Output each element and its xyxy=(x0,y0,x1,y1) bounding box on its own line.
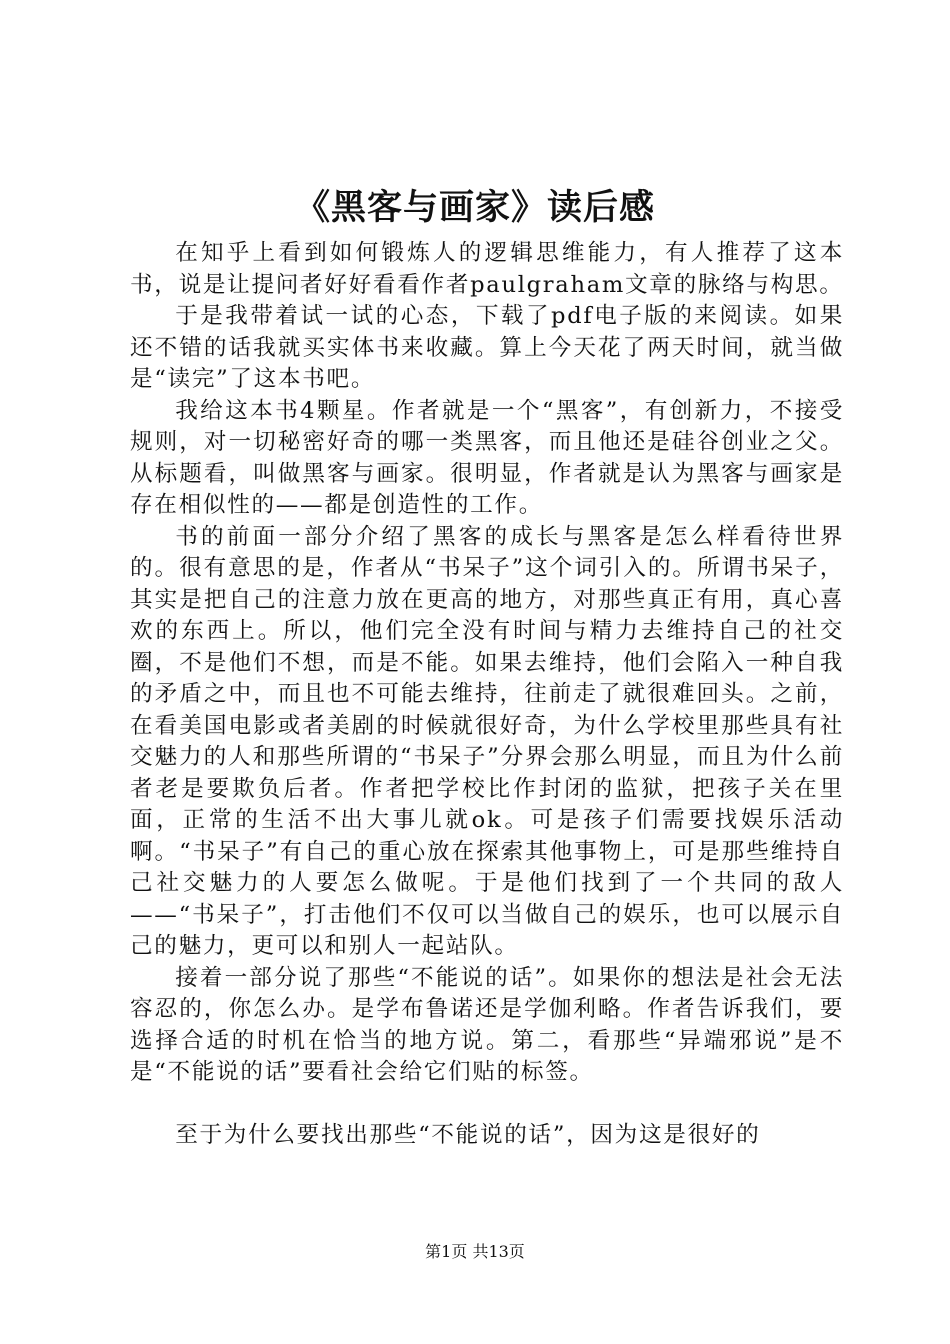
paragraph-1: 在知乎上看到如何锻炼人的逻辑思维能力，有人推荐了这本书，说是让提问者好好看看作者paulgraham文章的脉络与构思。 xyxy=(130,240,844,298)
document-body xyxy=(130,238,844,1152)
paragraph-5: 接着一部分说了那些“不能说的话”。如果你的想法是社会无法容忍的，你怎么办。是学布鲁诺还是学伽利略。作者告诉我们，要选择合适的时机在恰当的地方说。第二，看那些“异端邪说”是不是“不能说的话”要看社会给它们贴的标签。 xyxy=(130,964,844,1085)
paragraph-6: 至于为什么要找出那些“不能说的话”，因为这是很好的 xyxy=(175,1122,761,1148)
page-number-footer: 第1页 共13页 xyxy=(425,1242,525,1261)
paragraph-2: 于是我带着试一试的心态，下载了pdf电子版的来阅读。如果还不错的话我就买实体书来收藏。算上今天花了两天时间，就当做是“读完”了这本书吧。 xyxy=(130,303,844,392)
paragraph-3: 我给这本书4颗星。作者就是一个“黑客”，有创新力，不接受规则，对一切秘密好奇的哪一类黑客，而且他还是硅谷创业之父。从标题看，叫做黑客与画家。很明显，作者就是认为黑客与画家是存在相似性的——都是创造性的工作。 xyxy=(130,397,844,518)
document-title: 《黑客与画家》读后感 xyxy=(294,188,655,228)
paragraph-4: 书的前面一部分介绍了黑客的成长与黑客是怎么样看待世界的。很有意思的是，作者从“书呆子”这个词引入的。所谓书呆子，其实是把自己的注意力放在更高的地方，对那些真正有用，真心喜欢的东西上。所以，他们完全没有时间与精力去维持自己的社交圈，不是他们不想，而是不能。如果去维持，他们会陷入一种自我的矛盾之中，而且也不可能去维持，往前走了就很难回头。之前，在看美国电影或者美剧的时候就很好奇，为什么学校里那些具有社交魅力的人和那些所谓的“书呆子”分界会那么明显，而且为什么前者老是要欺负后者。作者把学校比作封闭的监狱，把孩子关在里面，正常的生活不出大事儿就ok。可是孩子们需要找娱乐活动啊。“书呆子”有自己的重心放在探索其他事物上，可是那些维持自己社交魅力的人要怎么做呢。于是他们找到了一个共同的敌人——“书呆子”，打击他们不仅可以当做自己的娱乐，也可以展示自己的魅力，更可以和别人一起站队。 xyxy=(130,523,844,959)
